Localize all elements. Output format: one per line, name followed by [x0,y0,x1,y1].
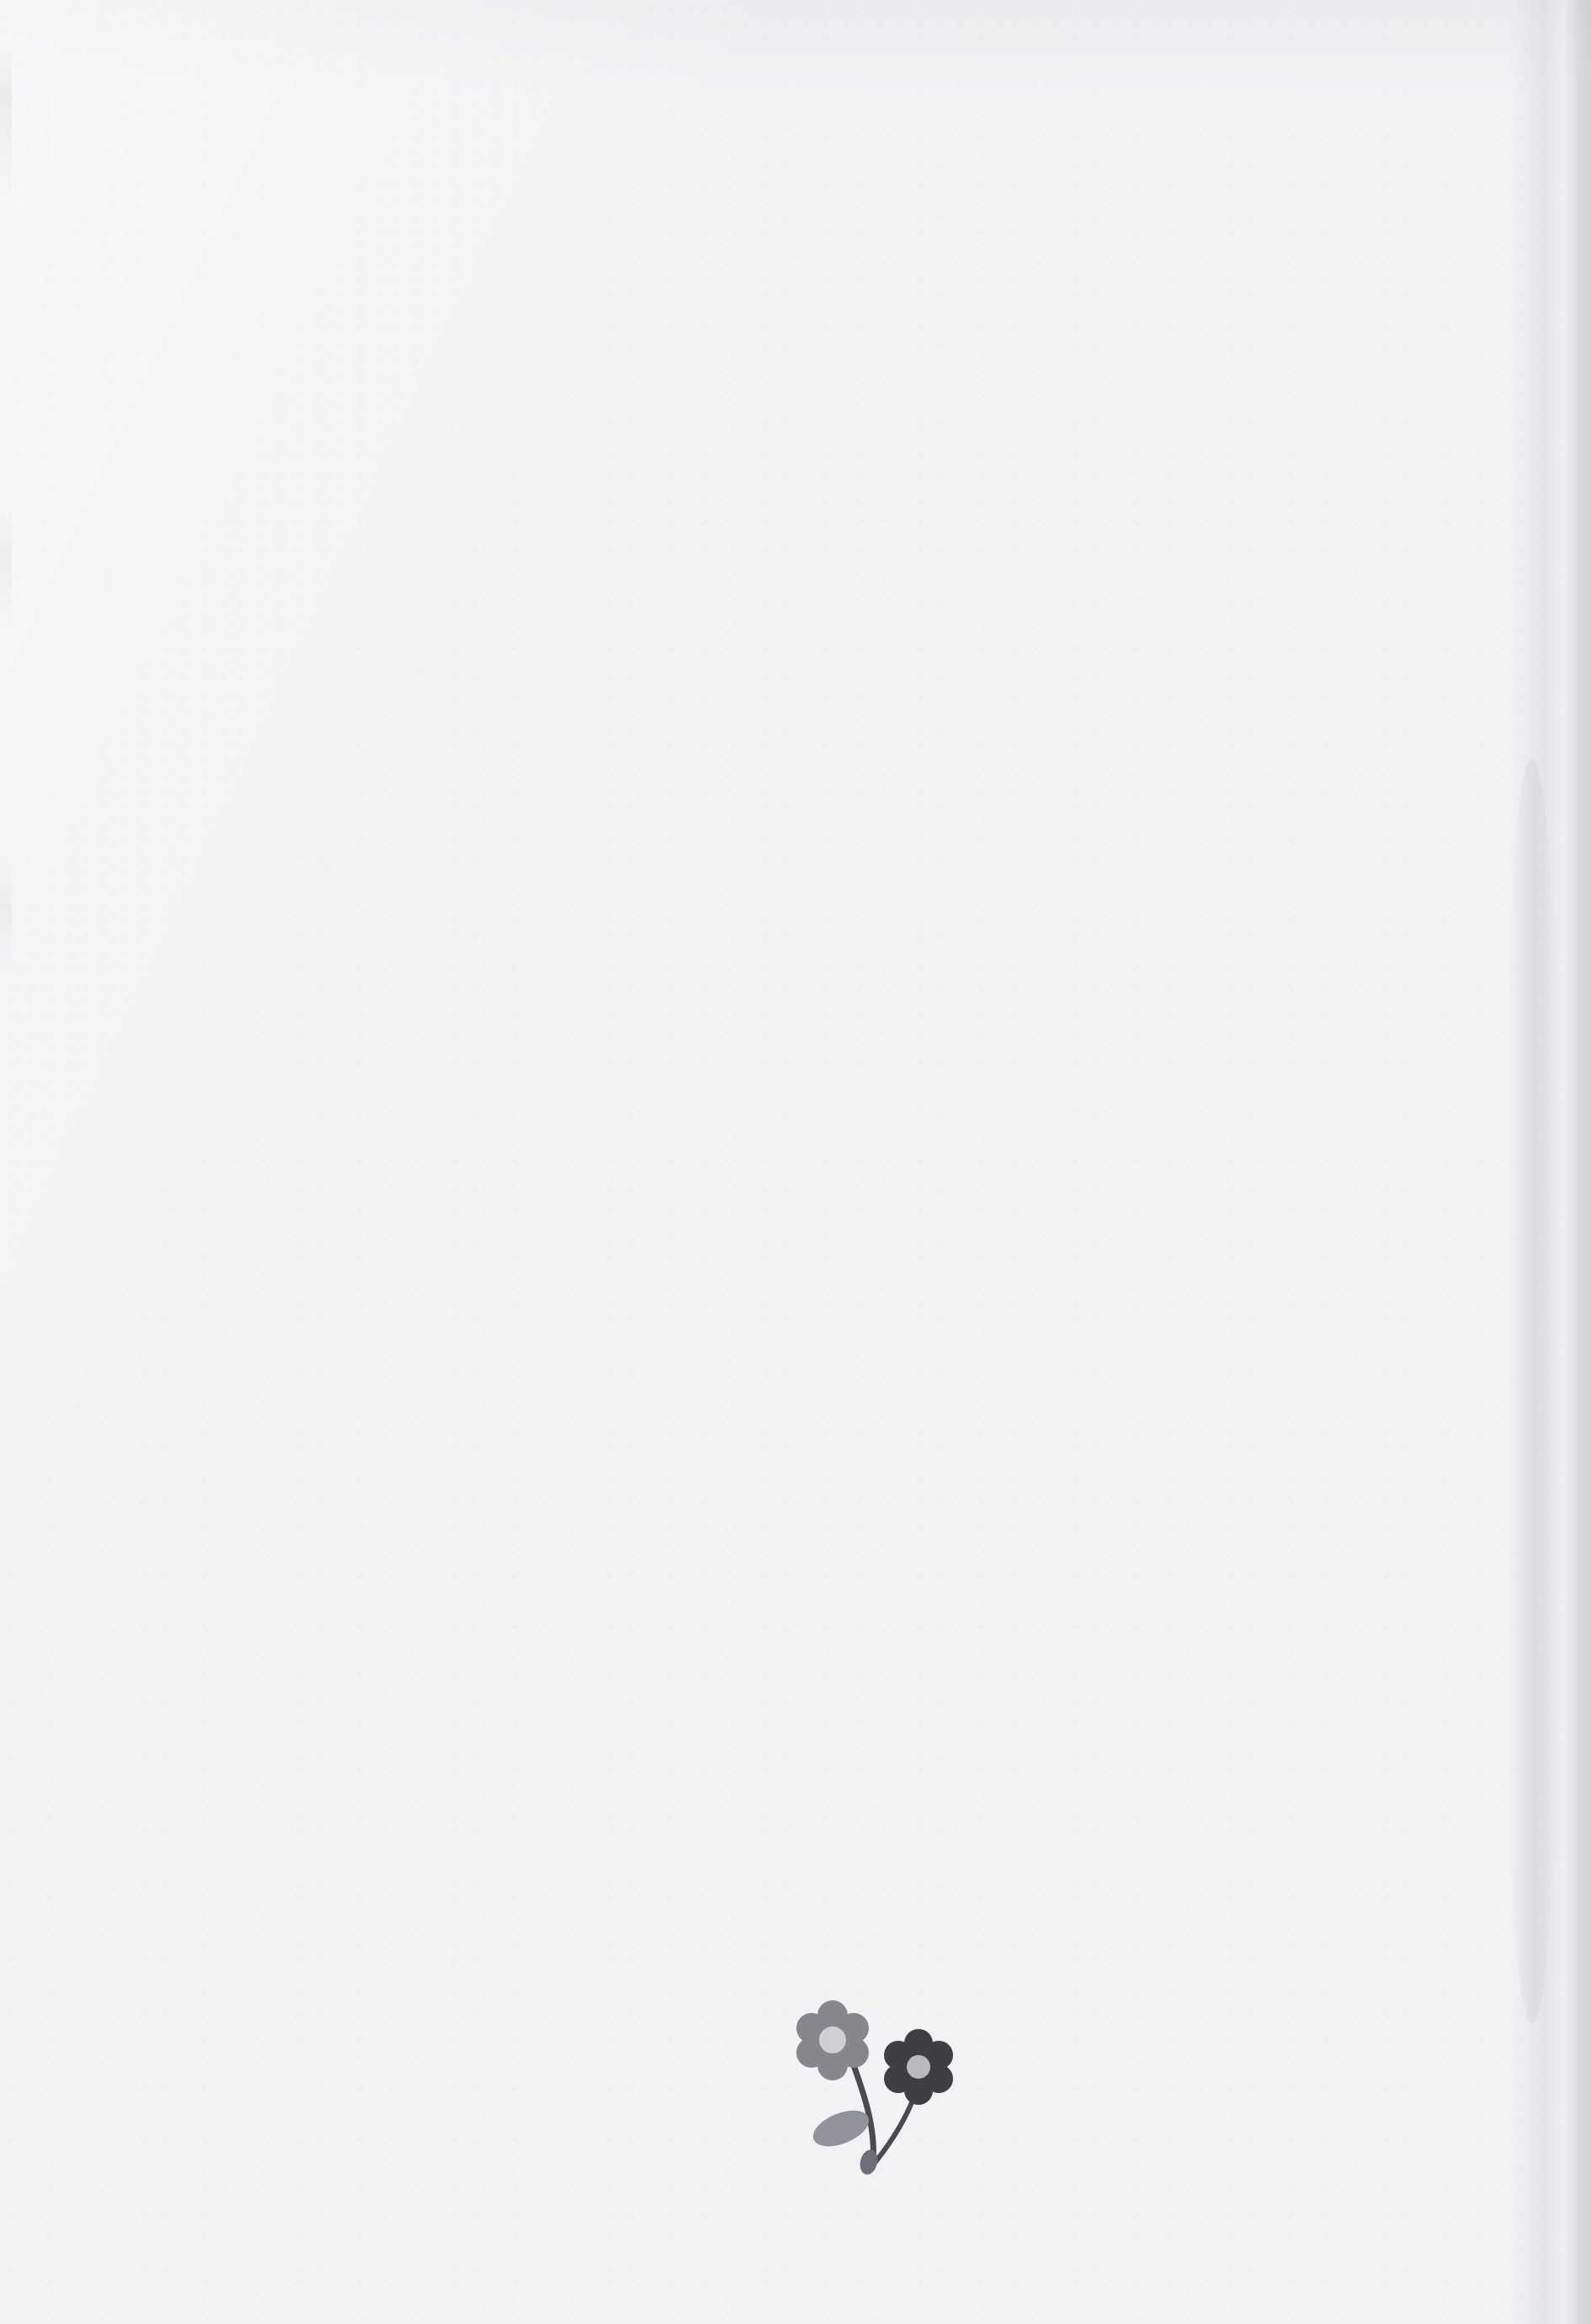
page-curl-highlight [1507,759,1557,2023]
left-edge-scan-artifact [0,0,12,2324]
section-heading-1 [223,120,1544,135]
section-heading-2 [223,978,1544,993]
flower-decoration [774,1989,984,2179]
page-curl-shadow [1510,0,1591,2324]
